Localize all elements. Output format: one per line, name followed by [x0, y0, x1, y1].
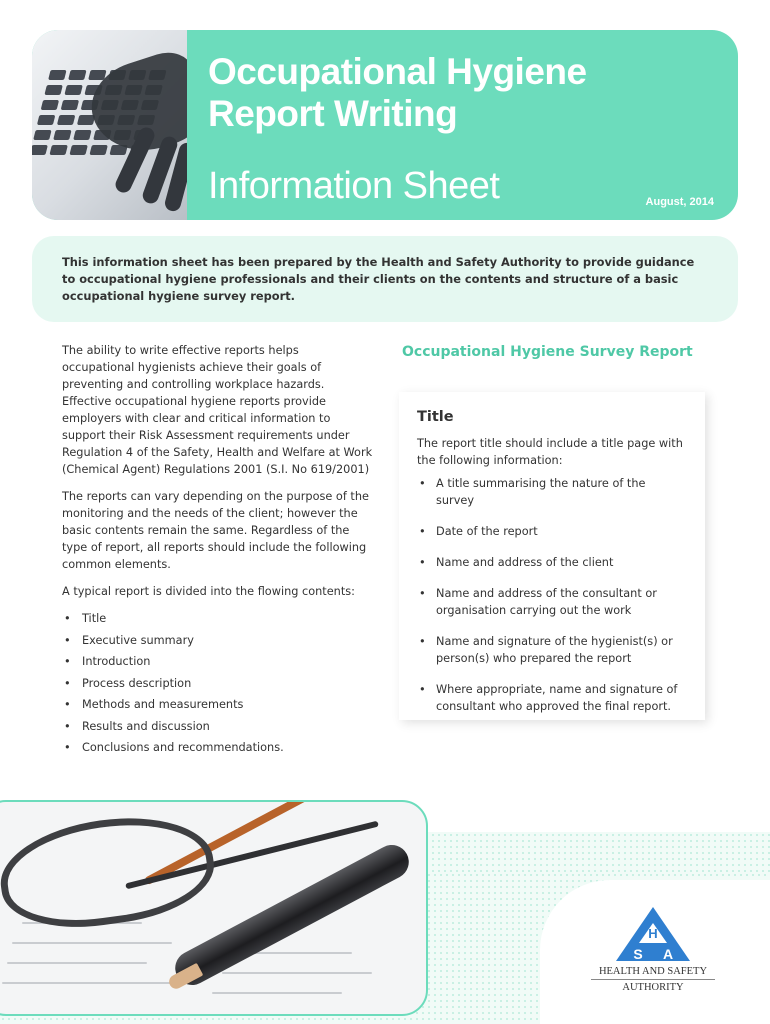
list-item: • Executive summary [62, 632, 374, 649]
list-item: • Process description [62, 675, 374, 692]
glasses-pen-photo [0, 800, 428, 1016]
logo-text-line2: AUTHORITY [622, 982, 684, 993]
logo-letter-h: H [648, 926, 658, 941]
title-line-2: Report Writing [208, 93, 458, 134]
list-item: • Results and discussion [62, 718, 374, 735]
paragraph-typical-report: A typical report is divided into the flowing contents: [62, 585, 355, 598]
logo-letter-a: A [662, 946, 674, 962]
list-item: • Where appropriate, name and signature of consultant who approved the final report. [417, 681, 687, 715]
intro-text: This information sheet has been prepared by the Health and Safety Authority to provide guidance to occupational hygiene professionals and their clients on the contents and structure of a basic occupational hygiene survey report. [62, 255, 695, 303]
card-title: Title [417, 409, 454, 425]
hsa-triangle-icon [614, 905, 692, 963]
contents-list [62, 610, 374, 756]
list-item: • Introduction [62, 653, 374, 670]
list-item: • Conclusions and recommendations. [62, 739, 374, 756]
logo-text-line1: HEALTH AND SAFETY [598, 966, 708, 977]
header-banner [32, 30, 738, 220]
dotted-background-top [400, 832, 770, 872]
keyboard-photo [32, 30, 187, 220]
list-item: • Name and address of the client [417, 554, 687, 571]
publication-date: August, 2014 [645, 196, 714, 208]
logo-divider [591, 979, 715, 980]
page-title [208, 51, 587, 135]
paragraph-ability: The ability to write effective reports helps occupational hygienists achieve their goals of preventing and controlling workplace hazards. Effective occupational hygiene reports provide employers with clear and critical information to support their Risk Assessment requirements under Regulation 4 of the Safety, Health and Welfare at Work (Chemical Agent) Regulations 2001 (S.I. No 619/2001) [62, 344, 373, 476]
paragraph-reports-vary: The reports can vary depending on the purpose of the monitoring and the needs of the client; however the basic contents remain the same. Regardless of the type of report, all reports should include the following common elements. [62, 490, 369, 571]
list-item: • Name and address of the consultant or organisation carrying out the work [417, 585, 687, 619]
intro-box [32, 236, 738, 322]
card-text: The report title should include a title page with the following information: [417, 437, 683, 467]
list-item: • A title summarising the nature of the survey [417, 475, 687, 509]
logo-letter-s: S [633, 946, 643, 962]
list-item: • Date of the report [417, 523, 687, 540]
page-subtitle: Information Sheet [208, 165, 500, 207]
section-heading: Occupational Hygiene Survey Report [402, 344, 693, 360]
list-item: • Methods and measurements [62, 696, 374, 713]
list-item: • Title [62, 610, 374, 627]
left-column [62, 342, 374, 761]
title-line-1: Occupational Hygiene [208, 51, 587, 92]
hsa-logo [589, 905, 717, 997]
title-page-list [417, 475, 687, 715]
list-item: • Name and signature of the hygienist(s) or person(s) who prepared the report [417, 633, 687, 667]
glasses-lens [0, 806, 220, 939]
title-card [399, 392, 705, 720]
